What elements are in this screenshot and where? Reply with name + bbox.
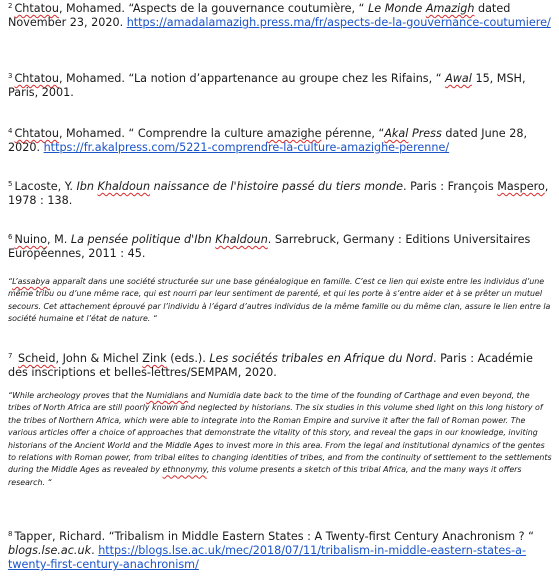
citation-text: , Mohamed. “ Comprendre la culture <box>58 127 267 140</box>
citation-period: . <box>91 544 99 557</box>
citation-author: Lacoste, Y. <box>14 180 77 193</box>
citation-link[interactable]: https://blogs.lse.ac.uk/mec/2018/07/11/tribalism-in-middle-eastern-states-a-twenty-first-century-anachronism/ <box>8 544 527 571</box>
footnote-number: 2 <box>8 2 13 10</box>
citation-date: dated November 23, 2020. <box>8 2 511 29</box>
author-surname: Chtatou <box>14 2 59 15</box>
author-surname: Chtatou <box>14 72 59 85</box>
footnote-2 <box>8 2 552 30</box>
book-title: Les sociétés tribales en Afrique du Nord <box>209 352 433 365</box>
publication-title: Le Monde <box>368 2 426 15</box>
citation-text: , John & Michel <box>55 352 143 365</box>
author-surname: Chtatou <box>14 127 59 140</box>
footnote-number: 3 <box>8 72 13 80</box>
footnote-5 <box>8 180 552 208</box>
publication-title: Akal <box>384 127 409 140</box>
citation-text: , Mohamed. “La notion d’appartenance au groupe chez les Rifains, “ <box>58 72 446 85</box>
book-title: Ibn <box>76 180 98 193</box>
footnote-number: 5 <box>8 180 13 188</box>
footnote-number: 4 <box>8 127 13 135</box>
quote-term: Numidians <box>146 391 189 400</box>
footnote-number: 7 <box>8 352 13 360</box>
book-title-word: Khaldoun <box>215 233 268 246</box>
footnote-number: 6 <box>8 233 13 241</box>
citation-eds: (eds.). <box>166 352 210 365</box>
author-surname-2: Zink <box>142 352 167 365</box>
footnote-6 <box>8 233 552 261</box>
author-surname: Nuino <box>14 233 47 246</box>
footnote-number: 8 <box>8 530 13 538</box>
publication-title-word: Amazigh <box>425 2 475 15</box>
author-surname: Scheid <box>18 352 56 365</box>
book-title: La pensée politique d'Ibn <box>70 233 216 246</box>
quote-text: apparaît dans une société structurée sur une base généalogique en famille. C’est ce lien qui existe entre les individus d’une même tribu ou d’une même race, qui est nourri par leur sentiment de parenté, et qui les porte à s’entre aider et à se prêter un mutuel secours. Cet attachement éprouvé par l’individu à l’égard d’autres individus de la même famille ou du même clan, assure le lien entre la société humaine et l’état de nature. “ <box>8 277 551 324</box>
site-name: blogs.lse.ac.uk <box>8 544 92 557</box>
footnote-8 <box>8 530 552 572</box>
citation-details: . Paris : Académie des inscriptions et belles-lettres/SEMPAM, 2020. <box>8 352 533 379</box>
citation-text-2: pérenne, “ <box>321 127 385 140</box>
citation-text: , M. <box>46 233 71 246</box>
footnote-4 <box>8 127 552 155</box>
book-title-rest: naissance de l'histoire passé du tiers monde <box>150 180 403 193</box>
citation-date: dated June 28, 2020. <box>8 127 527 154</box>
quote-text-3: , this volume presents a sketch of this tribal Africa, and the many ways it offers research. “ <box>8 465 522 487</box>
citation-text: Tapper, Richard. “Tribalism in Middle Eastern States : A Twenty-first Century Anachronism ? “ <box>14 530 534 543</box>
quote-block-french <box>8 276 554 326</box>
citation-text: , Mohamed. “Aspects de la gouvernance coutumière, “ <box>58 2 369 15</box>
citation-text: . Paris : François <box>402 180 498 193</box>
citation-link[interactable]: https://amadalamazigh.press.ma/fr/aspects-de-la-gouvernance-coutumiere/ <box>126 16 551 29</box>
quote-term: L’assabya <box>12 277 50 286</box>
book-title-word: Khaldoun <box>97 180 151 193</box>
citation-details: 15, MSH, Paris, 2001. <box>8 72 526 99</box>
publication-title-2: Press <box>408 127 442 140</box>
quote-open: “ <box>8 277 13 286</box>
quote-text: “While archeology proves that the <box>8 391 147 400</box>
quote-block-english <box>8 390 554 489</box>
quote-text-2: and Numidia date back to the time of the founding of Carthage and even beyond, the tribes of North Africa are still poorly known and neglected by historians. The six studies in this volume shed light on this long history of the tribes of Northern Africa, which were able to integrate into the Roman Empire and survive it after the fall of Roman power. The various articles offer a choice of approaches that demonstrate the vitality of this story, and reveal the gaps in our knowledge, inviting historians of the Ancient World and the Middle Ages to invest more in this area. From the legal and institutional dynamics of the gentes to relations with Roman power, from tribal elites to changing identities of tribes, and from the continuity of settlement to the settlements during the Middle Ages as revealed by <box>8 391 552 475</box>
quote-term-2: ethnonymy <box>162 465 207 475</box>
citation-details: . Sarrebruck, Germany : Editions Universitaires Européennes, 2011 : 45. <box>8 233 531 260</box>
publication-title: Awal <box>445 72 472 85</box>
footnote-7 <box>8 352 552 380</box>
citation-details: , 1978 : 138. <box>8 180 549 207</box>
citation-link[interactable]: https://fr.akalpress.com/5221-comprendre-la-culture-amazighe-perenne/ <box>43 141 450 154</box>
footnote-3 <box>8 72 552 100</box>
publisher-name: Maspero <box>497 180 545 193</box>
citation-word: amazighe <box>266 127 322 140</box>
